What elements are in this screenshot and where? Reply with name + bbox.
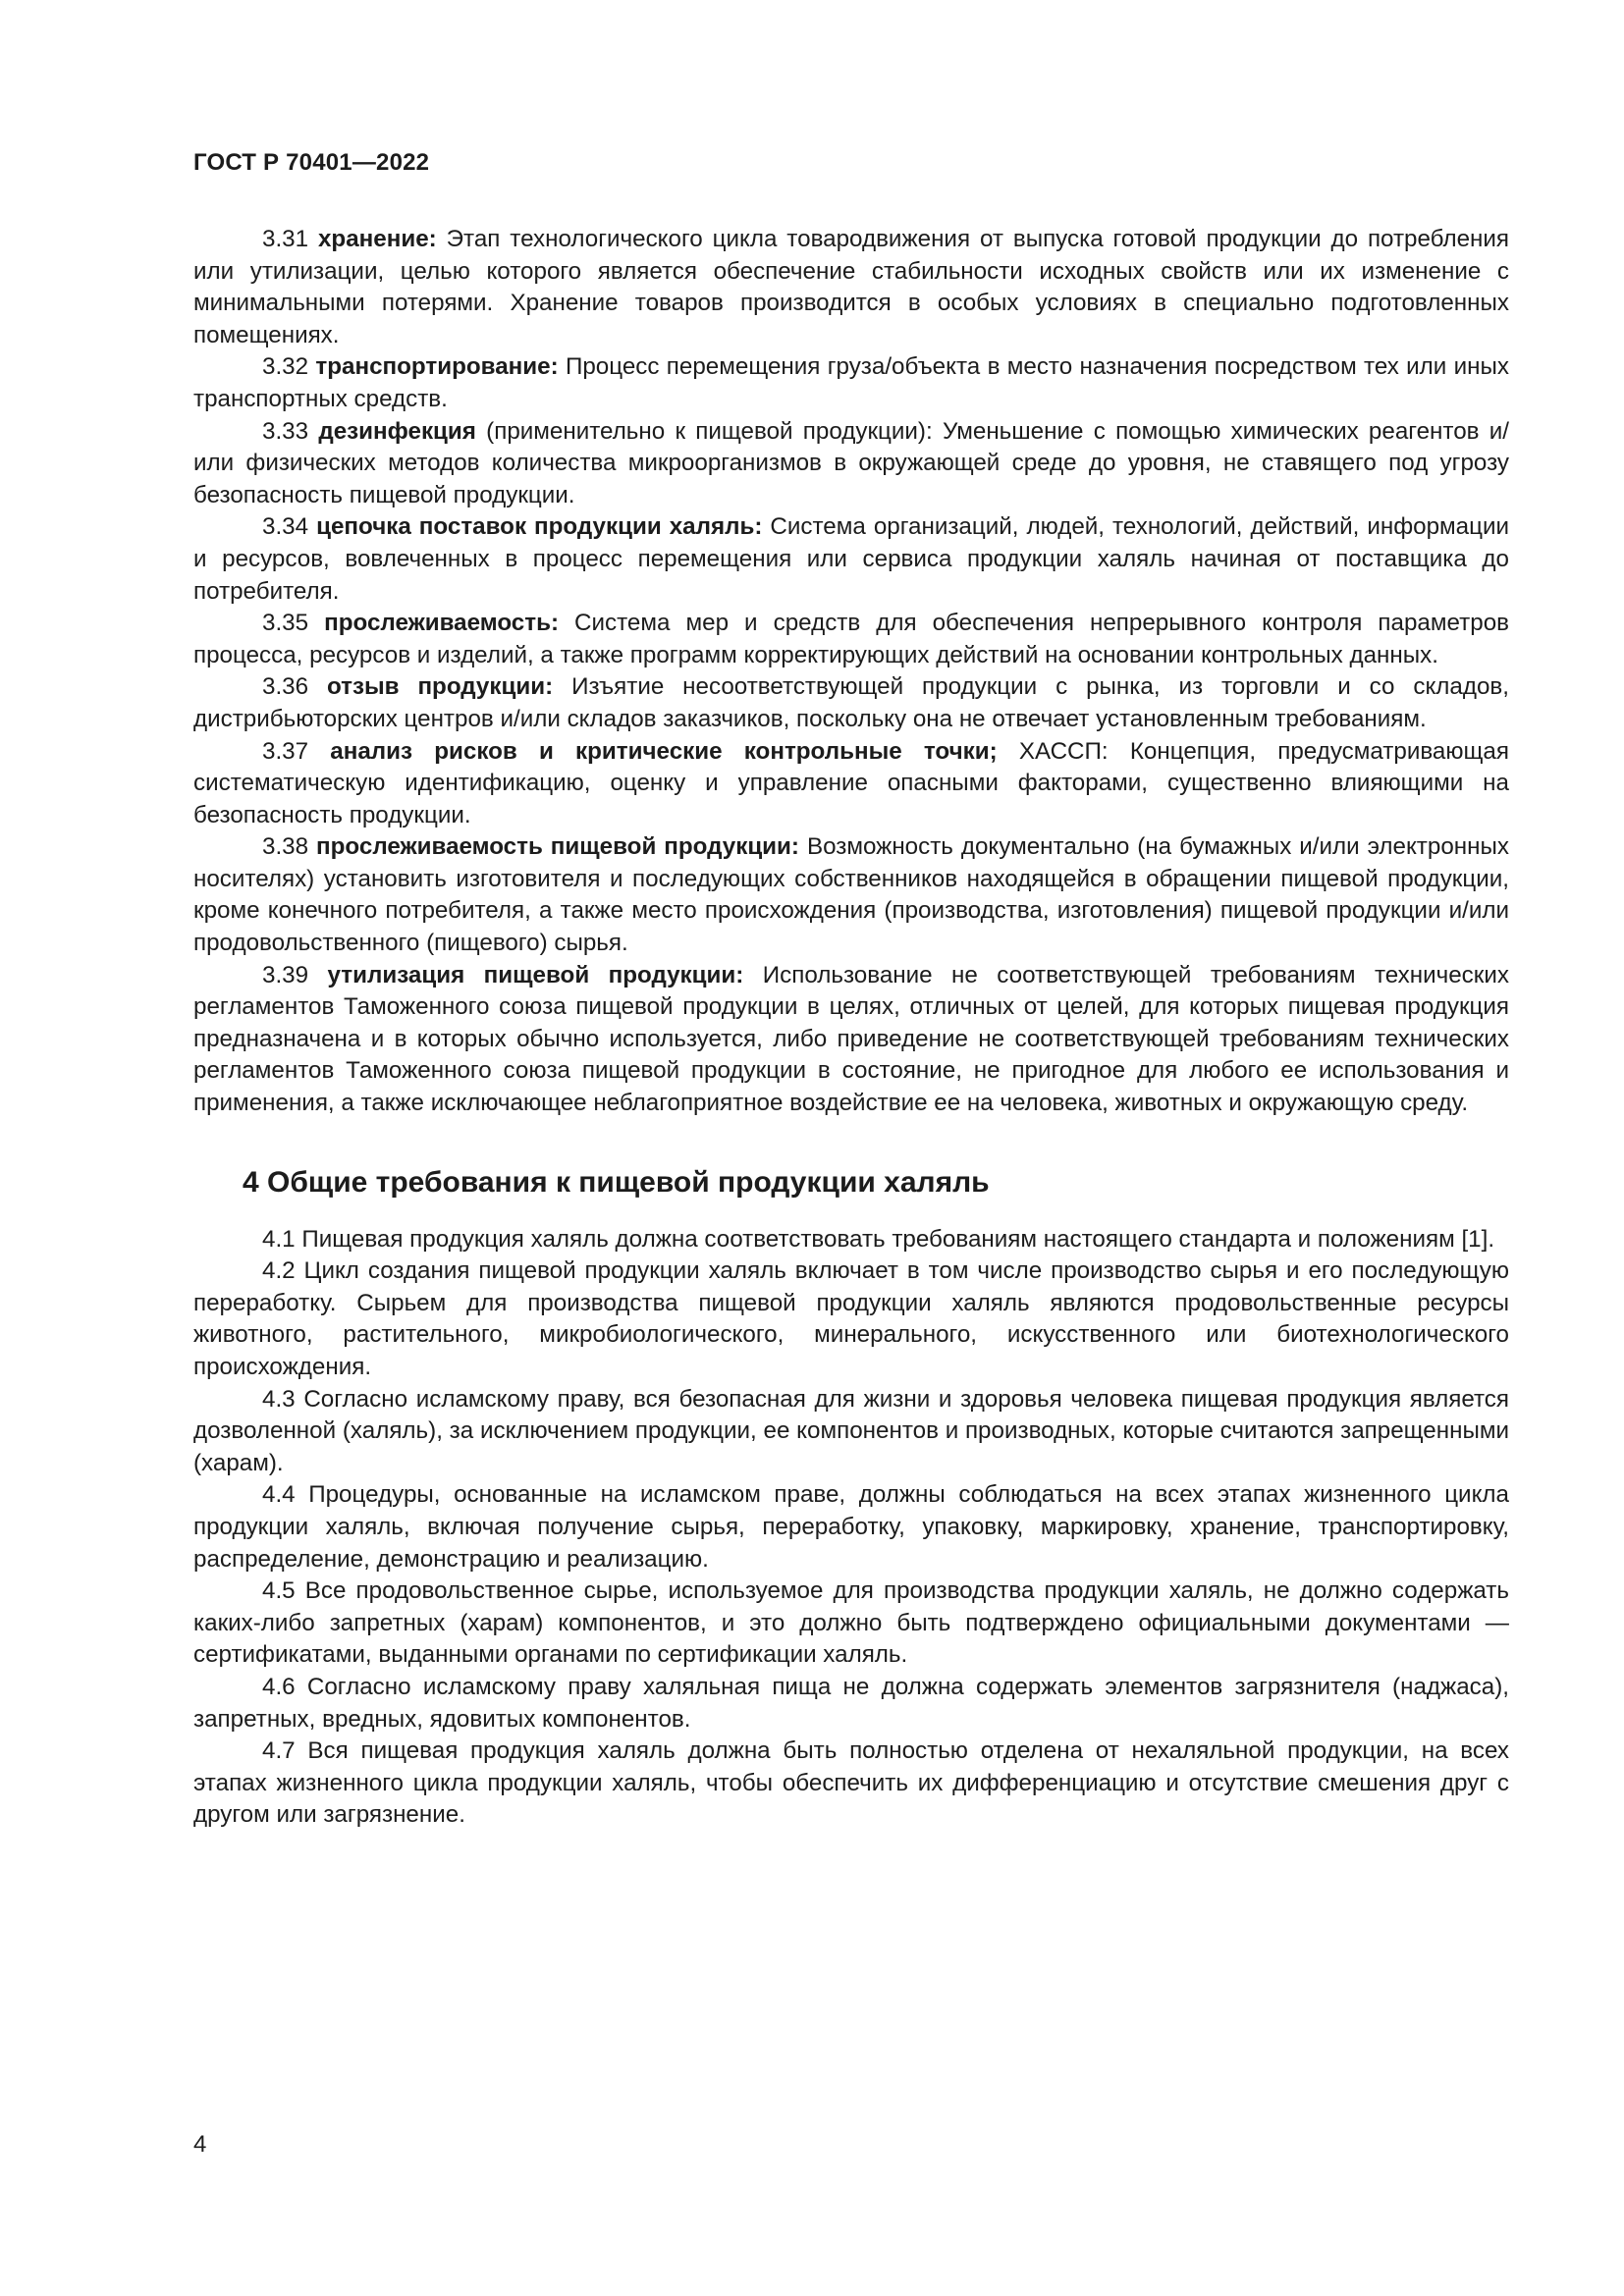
clause-number: 3.31 [262, 226, 309, 252]
clause-number: 3.33 [262, 417, 309, 445]
term: отзыв продукции: [326, 673, 554, 701]
term: транспортирование: [315, 353, 559, 381]
term-definition: Система мер и средств для обеспечения непрерывного контроля параметров процесса, ресурсов и изделий, а также программ корректирующих действий на основании контрольных данных. [193, 610, 1509, 668]
clause-number: 4.6 [262, 1673, 296, 1700]
clause-number: 4.7 [262, 1737, 296, 1765]
clause-number: 3.32 [262, 353, 309, 381]
term: прослеживаемость пищевой продукции: [316, 833, 799, 861]
clause-number: 3.39 [262, 961, 309, 988]
term: анализ рисков и критические контрольные точки; [330, 737, 998, 765]
clause-text: Цикл создания пищевой продукции халяль включает в том числе производство сырья и его последующую переработку. Сырьем для производства пищевой продукции халяль являются продовольственные ресурсы животного, растительного, микробиологического, минерального, искусственного или биотехнологического происхождения. [193, 1257, 1509, 1380]
clause-number: 3.37 [262, 737, 309, 765]
section-heading: 4 Общие требования к пищевой продукции халяль [243, 1165, 990, 1199]
clause-text: Процедуры, основанные на исламском праве, должны соблюдаться на всех этапах жизненного цикла продукции халяль, включая получение сырья, переработку, упаковку, маркировку, хранение, транспортировку, распределение, демонстрацию и реализацию. [193, 1481, 1509, 1573]
definition-3-37 [193, 736, 1509, 832]
definition-3-39 [193, 960, 1509, 1120]
term: хранение: [317, 226, 437, 252]
clause-text: Вся пищевая продукция халяль должна быть полностью отделена от нехаляльной продукции, на всех этапах жизненного цикла продукции халяль, чтобы обеспечить их дифференциацию и отсутствие смешения друг с другом или загрязнение. [193, 1737, 1509, 1829]
clause-number: 4.2 [262, 1257, 296, 1285]
definition-3-38 [193, 831, 1509, 959]
clause-4-1 [193, 1224, 1509, 1256]
term-definition: Возможность документально (на бумажных и/или электронных носителях) установить изготовителя и последующих собственников находящейся в обращении пищевой продукции, кроме конечного потребителя, а также место происхождения (производства, изготовления) пищевой продукции и/или продовольственного (пищевого) сырья. [193, 833, 1509, 957]
definition-3-33 [193, 416, 1509, 512]
term: цепочка поставок продукции халяль: [316, 513, 763, 541]
definition-3-32 [193, 351, 1509, 415]
clause-4-7 [193, 1735, 1509, 1832]
term: прослеживаемость: [324, 610, 559, 637]
clause-text: Согласно исламскому праву, вся безопасная для жизни и здоровья человека пищевая продукция является дозволенной (халяль), за исключением продукции, ее компонентов и производных, которые считаются запрещенными (харам). [193, 1385, 1509, 1476]
definition-3-34 [193, 511, 1509, 608]
definition-3-31 [193, 224, 1509, 351]
page-number: 4 [193, 2131, 207, 2158]
term-definition: Этап технологического цикла товародвижения от выпуска готовой продукции до потребления или утилизации, целью которого является обеспечение стабильности исходных свойств или их изменение с минимальными потерями. Хранение товаров производится в особых условиях в специально подготовленных помещениях. [193, 226, 1509, 348]
term: дезинфекция [318, 417, 476, 445]
term-definition: Процесс перемещения груза/объекта в место назначения посредством тех или иных транспортных средств. [193, 353, 1509, 412]
document-body [193, 224, 1509, 1832]
clause-number: 4.5 [262, 1577, 296, 1605]
clause-4-5 [193, 1575, 1509, 1672]
clause-number: 3.36 [262, 673, 309, 701]
term: утилизация пищевой продукции: [327, 961, 744, 988]
clause-number: 4.1 [262, 1225, 296, 1253]
term-definition: Использование не соответствующей требованиям технических регламентов Таможенного союза пищевой продукции в целях, отличных от целей, для которых пищевая продукция предназначена и в которых обычно используется, либо приведение не соответствующей требованиям технических регламентов Таможенного союза пищевой продукции в состояние, не пригодное для любого ее использования и применения, а также исключающее неблагоприятное воздействие ее на человека, животных и окружающую среду. [193, 961, 1509, 1117]
clause-number: 4.3 [262, 1385, 296, 1413]
clause-4-2 [193, 1255, 1509, 1383]
term-definition: ХАССП: Концепция, предусматривающая систематическую идентификацию, оценку и управление опасными факторами, существенно влияющими на безопасность продукции. [193, 737, 1509, 828]
clause-4-4 [193, 1479, 1509, 1575]
clause-number: 3.38 [262, 833, 309, 861]
clause-text: Все продовольственное сырье, используемое для производства продукции халяль, не должно содержать каких-либо запретных (харам) компонентов, и это должно быть подтверждено официальными документами — сертификатами, выданными органами по сертификации халяль. [193, 1577, 1509, 1669]
clause-number: 4.4 [262, 1481, 296, 1509]
clause-text: Пищевая продукция халяль должна соответствовать требованиям настоящего стандарта и положениям [1]. [301, 1225, 1495, 1253]
clause-number: 3.34 [262, 513, 309, 541]
definition-3-36 [193, 671, 1509, 735]
term-definition: Изъятие несоответствующей продукции с рынка, из торговли и со складов, дистрибьюторских центров и/или складов заказчиков, поскольку она не отвечает установленным требованиям. [193, 673, 1509, 732]
clause-4-6 [193, 1672, 1509, 1735]
term-definition: (применительно к пищевой продукции): Уменьшение с помощью химических реагентов и/или физических методов количества микроорганизмов в окружающей среде до уровня, не ставящего под угрозу безопасность пищевой продукции. [193, 417, 1509, 508]
term-definition: Система организаций, людей, технологий, действий, информации и ресурсов, вовлеченных в процесс перемещения или сервиса продукции халяль начиная от поставщика до потребителя. [193, 513, 1509, 605]
definition-3-35 [193, 608, 1509, 671]
clause-4-3 [193, 1384, 1509, 1480]
clause-number: 3.35 [262, 610, 309, 637]
document-header: ГОСТ Р 70401—2022 [193, 149, 430, 176]
clause-text: Согласно исламскому праву халяльная пища не должна содержать элементов загрязнителя (наджаса), запретных, вредных, ядовитых компонентов. [193, 1673, 1509, 1733]
